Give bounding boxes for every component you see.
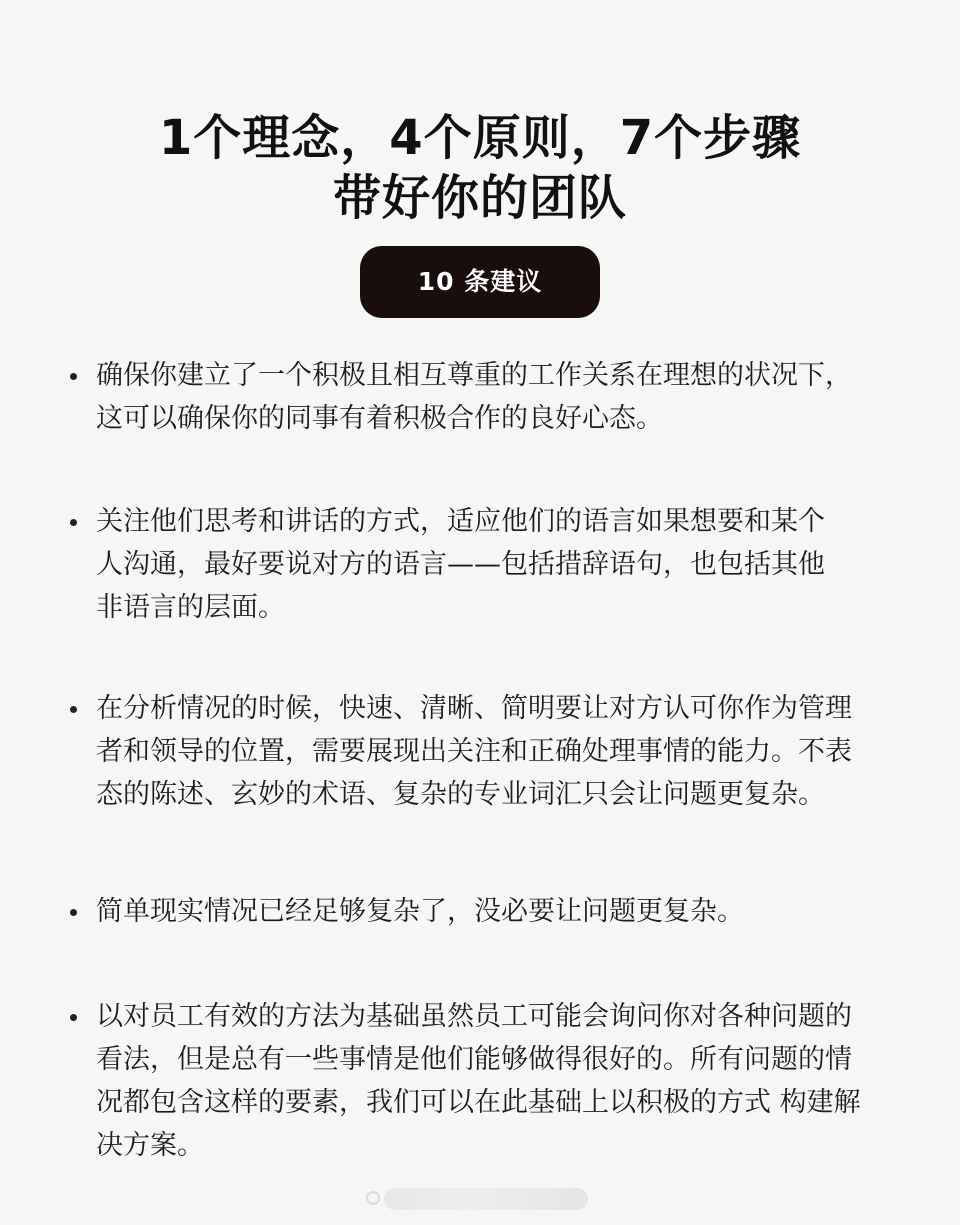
tip-line: 人沟通，最好要说对方的语言——包括措辞语句，也包括其他 — [96, 549, 825, 580]
title-line-2: 带好你的团队 — [332, 170, 627, 227]
tip-line: 看法，但是总有一些事情是他们能够做得很好的。所有问题的情 — [96, 1044, 852, 1075]
tip-line: 在分析情况的时候，快速、清晰、简明要让对方认可你作为管理 — [96, 693, 852, 724]
blurred-watermark — [384, 1188, 588, 1210]
tip-line: 确保你建立了一个积极且相互尊重的工作关系在理想的状况下， — [96, 360, 852, 391]
title-line-1: 1个理念，4个原则，7个步骤 — [158, 110, 802, 167]
bullet-icon — [70, 373, 77, 380]
tip-line: 以对员工有效的方法为基础虽然员工可能会询问你对各种问题的 — [96, 1001, 852, 1032]
tip-line: 非语言的层面。 — [96, 592, 285, 623]
tip-line: 者和领导的位置，需要展现出关注和正确处理事情的能力。不表 — [96, 736, 852, 767]
tip-line: 态的陈述、玄妙的术语、复杂的专业词汇只会让问题更复杂。 — [96, 779, 825, 810]
tips-list — [66, 354, 928, 1167]
section-badge: 10 条建议 — [360, 246, 600, 318]
tip-line: 简单现实情况已经足够复杂了，没必要让问题更复杂。 — [96, 896, 744, 927]
tip-line: 况都包含这样的要素，我们可以在此基础上以积极的方式 构建解 — [96, 1087, 861, 1118]
bullet-icon — [70, 519, 77, 526]
tip-item — [66, 995, 928, 1167]
tip-item — [66, 687, 928, 816]
tip-line: 关注他们思考和讲话的方式，适应他们的语言如果想要和某个 — [96, 506, 825, 537]
tip-item — [66, 500, 928, 629]
bullet-icon — [70, 909, 77, 916]
watermark-icon — [366, 1191, 380, 1205]
bullet-icon — [70, 706, 77, 713]
bullet-icon — [70, 1014, 77, 1021]
tip-line: 决方案。 — [96, 1130, 204, 1161]
tip-item — [66, 354, 928, 440]
tip-item — [66, 890, 928, 933]
page-title — [0, 108, 960, 228]
tip-line: 这可以确保你的同事有着积极合作的良好心态。 — [96, 403, 663, 434]
